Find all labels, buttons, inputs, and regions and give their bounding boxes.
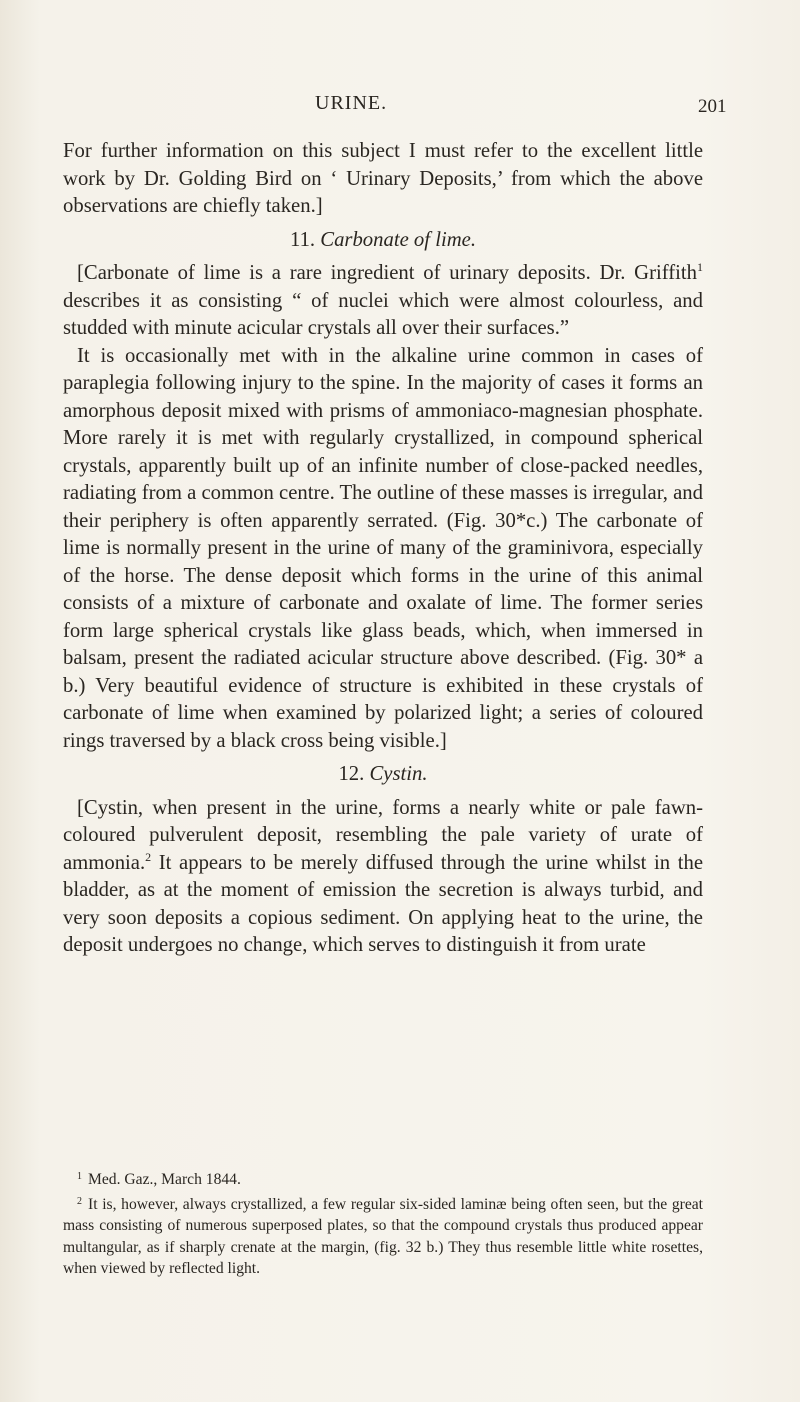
paragraph-carbonate-2: It is occasionally met with in the alkaline urine common in cases of paraplegia following injury to the spine. In the majority of cases it forms an amorphous deposit mixed with prisms of ammoniaco-magnesian phosphate. More rarely it is met with regularly crystallized, in compound spherical crystals, apparently built up of an infinite number of close-packed needles, radiating from a common centre. The outline of these masses is irregular, and their periphery is often apparently serrated. (Fig. 30*c.) The carbonate of lime is normally present in the urine of many of the graminivora, especially of the horse. The dense deposit which forms in the urine of this animal consists of a mixture of carbonate and oxalate of lime. The former series form large spherical crystals like glass beads, which, when immersed in balsam, present the radiated acicular structure above described. (Fig. 30* a b.) Very beautiful evidence of structure is exhibited in these crystals of carbonate of lime when examined by polarized light; a series of coloured rings traversed by a black cross being visible.] <box>63 344 703 752</box>
footnote-text: It is, however, always crystallized, a few regular six-sided laminæ being often seen, but the great mass consisting of numerous superposed plates, so that the compound crystals thus produced appear multangular, as if sharply crenate at the margin, (fig. 32 b.) They thus resemble little white rosettes, when viewed by reflected light. <box>63 1195 703 1277</box>
footnote-2 <box>63 1191 703 1280</box>
page-number: 201 <box>698 96 727 117</box>
footnote-mark: 2 <box>77 1195 82 1207</box>
section-heading-11 <box>63 227 703 255</box>
text-run: It appears to be merely diffused through the urine whilst in the bladder, as at the moment of emission the secretion is always turbid, and very soon deposits a copious sediment. On applying heat to the urine, the deposit undergoes no change, which serves to distinguish it from urate <box>63 851 703 956</box>
running-head-title: URINE. <box>315 92 388 114</box>
paragraph-carbonate-1 <box>63 260 703 343</box>
body-text <box>63 138 703 960</box>
section-number: 12. <box>338 763 365 785</box>
section-heading-12 <box>63 761 703 789</box>
running-head <box>0 92 800 122</box>
footnote-ref-2: 2 <box>145 849 152 864</box>
footnotes <box>63 1166 703 1280</box>
text-run: [Cystin, when present in the urine, forms a nearly white or pale fawn-coloured pulverulent deposit, resembling the pale variety of urate of ammonia. <box>63 796 703 874</box>
section-title: Carbonate of lime. <box>320 228 476 251</box>
footnote-1 <box>63 1166 703 1191</box>
section-title: Cystin. <box>369 763 428 785</box>
footnote-mark: 1 <box>77 1171 82 1182</box>
footnote-ref-1: 1 <box>697 260 703 275</box>
section-number: 11. <box>290 228 316 251</box>
footnote-text: Med. Gaz., March 1844. <box>88 1171 241 1188</box>
text-run: describes it as consisting “ of nuclei which were almost colourless, and studded with minute acicular crystals all over their surfaces.” <box>63 289 703 339</box>
paragraph-cystin-1 <box>63 795 703 960</box>
paragraph-intro: For further information on this subject I must refer to the excellent little work by Dr. Golding Bird on ‘ Urinary Deposits,’ from which the above observations are chiefly taken.] <box>63 140 703 217</box>
text-run: [Carbonate of lime is a rare ingredient of urinary deposits. Dr. Griffith <box>77 262 697 284</box>
